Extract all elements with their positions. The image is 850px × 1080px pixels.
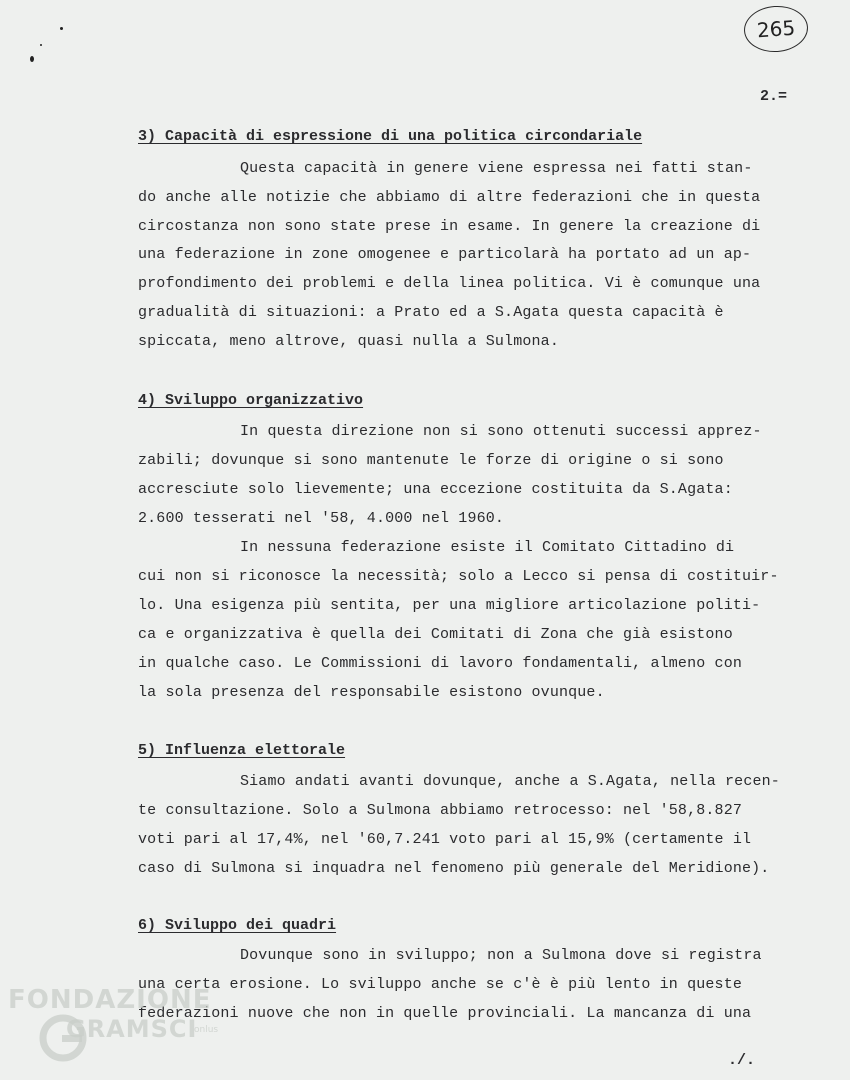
watermark (8, 985, 218, 1075)
watermark-line2: GRAMSCI (66, 1015, 198, 1043)
text-line: la sola presenza del responsabile esistono ovunque. (138, 684, 605, 701)
text-line: ca e organizzativa è quella dei Comitati di Zona che già esistono (138, 626, 733, 643)
text-line: federazioni nuove che non in quelle provinciali. La mancanza di una (138, 1005, 752, 1022)
text-line: do anche alle notizie che abbiamo di altre federazioni che in questa (138, 189, 761, 206)
text-line: te consultazione. Solo a Sulmona abbiamo retrocesso: nel '58,8.827 (138, 802, 742, 819)
section-heading-3: 3) Capacità di espressione di una politica circondariale (138, 128, 643, 145)
text-line: circostanza non sono state prese in esame. In genere la creazione di (138, 218, 761, 235)
ink-speck (40, 44, 42, 46)
text-line: Questa capacità in genere viene espressa nei fatti stan- (240, 160, 753, 177)
text-line: In nessuna federazione esiste il Comitato Cittadino di (240, 539, 735, 556)
text-line: una federazione in zone omogenee e particolarà ha portato ad un ap- (138, 246, 752, 263)
text-line: una certa erosione. Lo sviluppo anche se c'è è più lento in queste (138, 976, 742, 993)
text-line: spiccata, meno altrove, quasi nulla a Sulmona. (138, 333, 559, 350)
watermark-line1: FONDAZIONE (8, 985, 212, 1015)
continuation-mark: ./. (728, 1052, 756, 1069)
text-line: Siamo andati avanti dovunque, anche a S.Agata, nella recen- (240, 773, 780, 790)
text-line: in qualche caso. Le Commissioni di lavoro fondamentali, almeno con (138, 655, 742, 672)
section-heading-5: 5) Influenza elettorale (138, 742, 346, 759)
watermark-sub: onlus (194, 1025, 219, 1035)
text-line: In questa direzione non si sono ottenuti successi apprez- (240, 423, 762, 440)
page-number: 2.= (760, 88, 788, 105)
section-heading-4: 4) Sviluppo organizzativo (138, 392, 364, 409)
text-line: voti pari al 17,4%, nel '60,7.241 voto pari al 15,9% (certamente il (138, 831, 752, 848)
text-line: lo. Una esigenza più sentita, per una migliore articolazione politi- (138, 597, 761, 614)
ink-speck (30, 56, 34, 62)
text-line: accresciute solo lievemente; una eccezione costituita da S.Agata: (138, 481, 733, 498)
text-line: profondimento dei problemi e della linea politica. Vi è comunque una (138, 275, 761, 292)
ink-speck (60, 27, 63, 30)
archive-number: 265 (742, 4, 809, 54)
text-line: 2.600 tesserati nel '58, 4.000 nel 1960. (138, 510, 505, 527)
text-line: gradualità di situazioni: a Prato ed a S.Agata questa capacità è (138, 304, 724, 321)
section-heading-6: 6) Sviluppo dei quadri (138, 917, 337, 934)
text-line: zabili; dovunque si sono mantenute le forze di origine o si sono (138, 452, 724, 469)
text-line: Dovunque sono in sviluppo; non a Sulmona dove si registra (240, 947, 762, 964)
text-line: cui non si riconosce la necessità; solo a Lecco si pensa di costituir- (138, 568, 779, 585)
text-line: caso di Sulmona si inquadra nel fenomeno più generale del Meridione). (138, 860, 770, 877)
